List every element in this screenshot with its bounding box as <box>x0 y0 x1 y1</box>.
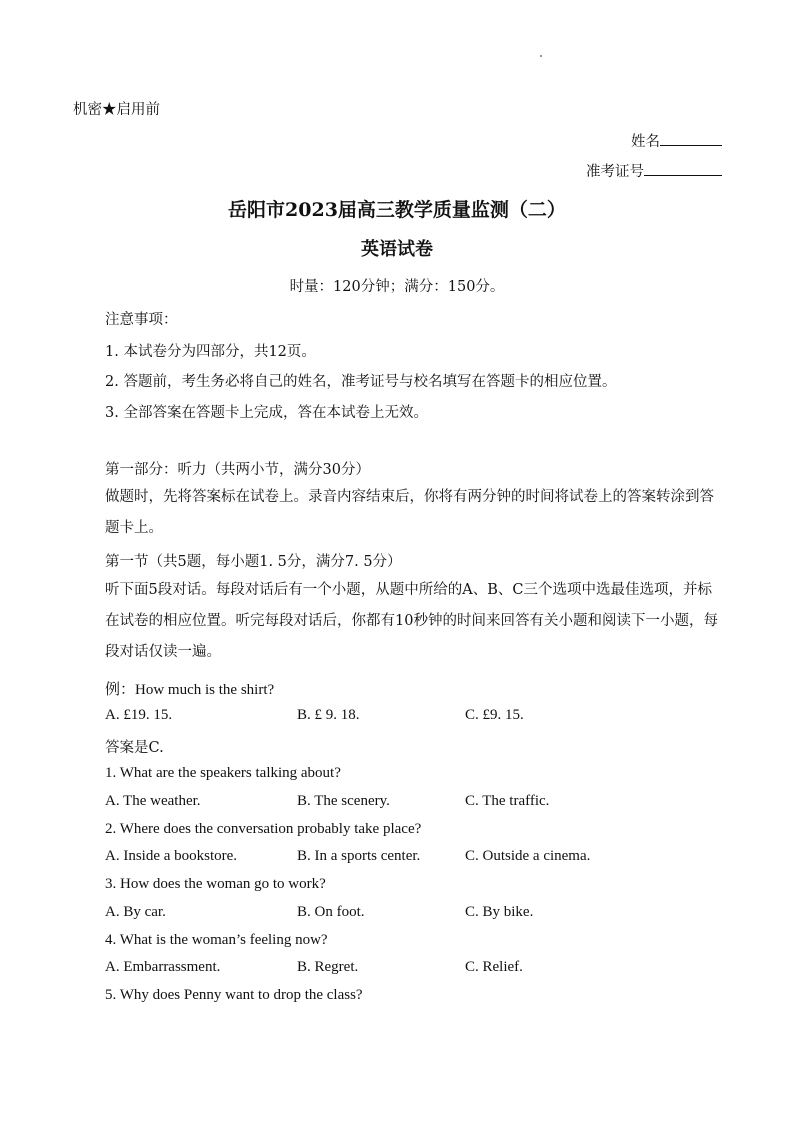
q4-option-c: C. Relief. <box>465 959 523 975</box>
name-blank <box>660 131 722 146</box>
part1-heading: 第一部分：听力（共两小节，满分30分） <box>105 462 370 478</box>
confidential-label: 机密★启用前 <box>73 102 160 118</box>
example-option-b: B. £ 9. 18. <box>297 707 360 723</box>
q4-option-b: B. Regret. <box>297 959 359 975</box>
q1-option-b: B. The scenery. <box>297 793 390 809</box>
part1-instruction: 做题时，先将答案标在试卷上。录音内容结束后，你将有两分钟的时间将试卷上的答案转涂到答题卡上。 <box>105 489 714 536</box>
q4-option-a: A. Embarrassment. <box>105 959 221 975</box>
note-item: 1. 本试卷分为四部分，共12页。 <box>105 344 316 360</box>
example-question: 例：How much is the shirt? <box>105 682 275 698</box>
q3-option-b: B. On foot. <box>297 904 365 920</box>
question-2: 2. Where does the conversation probably take place? <box>105 821 422 837</box>
id-blank <box>644 161 722 176</box>
id-field <box>586 160 722 181</box>
scan-dot <box>540 55 542 57</box>
q2-option-a: A. Inside a bookstore. <box>105 848 238 864</box>
id-label: 准考证号 <box>586 164 644 180</box>
notes-heading: 注意事项： <box>105 312 178 328</box>
section1-heading: 第一节（共5题，每小题1. 5分，满分7. 5分） <box>105 554 402 570</box>
q3-option-a: A. By car. <box>105 904 166 920</box>
q1-option-c: C. The traffic. <box>465 793 550 809</box>
example-option-c: C. £9. 15. <box>465 707 524 723</box>
q1-option-a: A. The weather. <box>105 793 201 809</box>
exam-subtitle: 英语试卷 <box>361 239 433 260</box>
example-option-a: A. £19. 15. <box>105 707 173 723</box>
note-item: 3. 全部答案在答题卡上完成，答在本试卷上无效。 <box>105 405 428 421</box>
question-4: 4. What is the woman’s feeling now? <box>105 932 328 948</box>
question-1: 1. What are the speakers talking about? <box>105 765 341 781</box>
time-info: 时量：120分钟；满分：150分。 <box>289 279 505 295</box>
question-5: 5. Why does Penny want to drop the class? <box>105 987 363 1003</box>
question-3: 3. How does the woman go to work? <box>105 876 326 892</box>
name-field <box>631 130 722 151</box>
note-item: 2. 答题前，考生务必将自己的姓名，准考证号与校名填写在答题卡的相应位置。 <box>105 374 617 390</box>
q2-option-c: C. Outside a cinema. <box>465 848 591 864</box>
q2-option-b: B. In a sports center. <box>297 848 421 864</box>
q3-option-c: C. By bike. <box>465 904 534 920</box>
example-answer: 答案是C. <box>105 740 164 756</box>
name-label: 姓名 <box>631 134 660 150</box>
exam-title: 岳阳市2023届高三教学质量监测（二） <box>228 199 566 221</box>
section1-instruction: 听下面5段对话。每段对话后有一个小题，从题中所给的A、B、C三个选项中选最佳选项，并标在试卷的相应位置。听完每段对话后，你都有10秒钟的时间来回答有关小题和阅读下一小题，每段对话仅读一遍。 <box>105 582 718 660</box>
